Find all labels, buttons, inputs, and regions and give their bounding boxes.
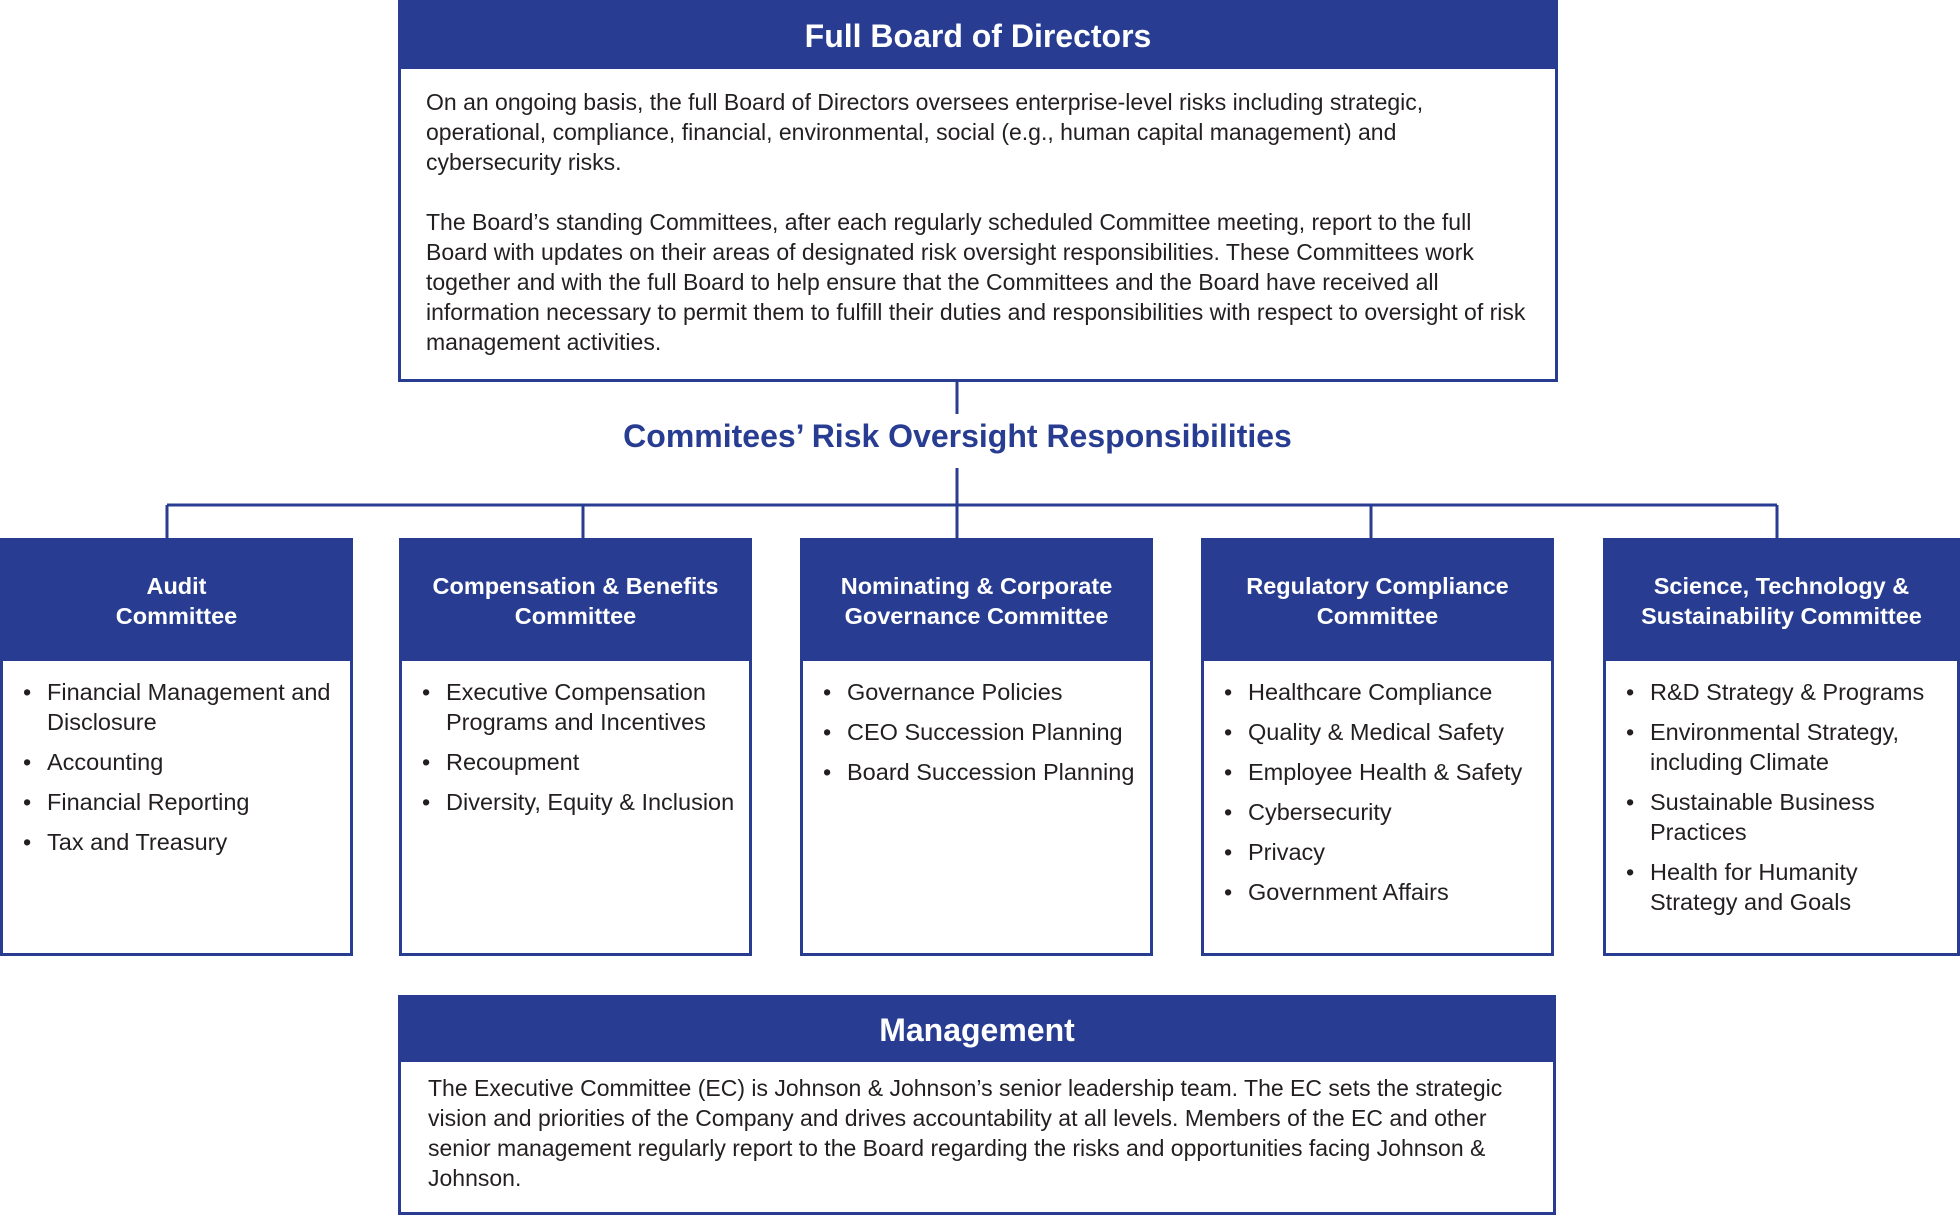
bullet-icon: • bbox=[1224, 679, 1233, 705]
list-item-text: Cybersecurity bbox=[1248, 799, 1392, 825]
list-item-text: Board Succession Planning bbox=[847, 759, 1135, 785]
bullet-icon: • bbox=[823, 719, 832, 745]
list-item-text: Recoupment bbox=[446, 749, 580, 775]
compensation-benefits-committee-box bbox=[399, 538, 752, 956]
board-of-directors-box bbox=[398, 0, 1558, 382]
committee-title-line-2: Committee bbox=[514, 603, 637, 629]
list-item bbox=[1224, 837, 1543, 867]
list-item bbox=[422, 787, 741, 817]
bullet-icon: • bbox=[823, 759, 832, 785]
list-item-text: Government Affairs bbox=[1248, 879, 1449, 905]
board-description bbox=[401, 69, 1555, 357]
list-item bbox=[23, 787, 342, 817]
list-item bbox=[1626, 677, 1949, 707]
science-technology-sustainability-committee-box bbox=[1603, 538, 1960, 956]
board-paragraph-2: The Board’s standing Committees, after each regularly scheduled Committee meeting, report to the full Board with updates on their areas of designated risk oversight responsibilities. These Committees work together and with the full Board to help ensure that the Committees and the Board have received all information necessary to permit them to fulfill their duties and responsibilities with respect to oversight of risk management activities. bbox=[426, 209, 1526, 355]
bullet-icon: • bbox=[1626, 789, 1635, 815]
list-item bbox=[1224, 797, 1543, 827]
regulatory-compliance-committee-box bbox=[1201, 538, 1554, 956]
list-item bbox=[1224, 677, 1543, 707]
list-item-text: Sustainable Business Practices bbox=[1650, 789, 1875, 845]
committee-title bbox=[1606, 541, 1957, 661]
list-item-text: Accounting bbox=[47, 749, 164, 775]
committees-section-title: Commitees’ Risk Oversight Responsibilities bbox=[623, 418, 1292, 454]
list-item bbox=[1626, 787, 1949, 847]
audit-committee-box bbox=[0, 538, 353, 956]
committee-title-line-1: Regulatory Compliance bbox=[1246, 573, 1509, 599]
nominating-governance-committee-box bbox=[800, 538, 1153, 956]
committee-title bbox=[803, 541, 1150, 661]
list-item-text: Financial Management and Disclosure bbox=[47, 679, 331, 735]
bullet-icon: • bbox=[23, 749, 32, 775]
committee-title-line-1: Science, Technology & bbox=[1653, 573, 1910, 599]
committee-responsibility-list bbox=[803, 661, 1150, 787]
list-item bbox=[1626, 717, 1949, 777]
bullet-icon: • bbox=[23, 679, 32, 705]
board-paragraph-1: On an ongoing basis, the full Board of Directors oversees enterprise-level risks including strategic, operational, compliance, financial, environmental, social (e.g., human capital management) and cybersecurity risks. bbox=[426, 89, 1424, 175]
list-item bbox=[422, 677, 741, 737]
management-box bbox=[398, 995, 1556, 1215]
board-title: Full Board of Directors bbox=[401, 3, 1555, 69]
list-item-text: Tax and Treasury bbox=[47, 829, 228, 855]
bullet-icon: • bbox=[1626, 679, 1635, 705]
list-item-text: Quality & Medical Safety bbox=[1248, 719, 1504, 745]
committee-responsibility-list bbox=[1204, 661, 1551, 907]
list-item bbox=[823, 677, 1142, 707]
list-item bbox=[1626, 857, 1949, 917]
bullet-icon: • bbox=[1224, 839, 1233, 865]
list-item bbox=[23, 827, 342, 857]
bullet-icon: • bbox=[1224, 879, 1233, 905]
committee-title-line-1: Audit bbox=[146, 573, 207, 599]
bullet-icon: • bbox=[23, 829, 32, 855]
committee-responsibility-list bbox=[3, 661, 350, 857]
list-item-text: Employee Health & Safety bbox=[1248, 759, 1523, 785]
list-item-text: Health for Humanity Strategy and Goals bbox=[1650, 859, 1858, 915]
committee-responsibility-list bbox=[402, 661, 749, 817]
list-item bbox=[823, 717, 1142, 747]
bullet-icon: • bbox=[1224, 719, 1233, 745]
list-item bbox=[422, 747, 741, 777]
list-item-text: Diversity, Equity & Inclusion bbox=[446, 789, 735, 815]
bullet-icon: • bbox=[1626, 719, 1635, 745]
committee-title-line-1: Compensation & Benefits bbox=[432, 573, 719, 599]
list-item-text: CEO Succession Planning bbox=[847, 719, 1123, 745]
bullet-icon: • bbox=[1224, 759, 1233, 785]
list-item-text: Executive Compensation Programs and Incentives bbox=[446, 679, 706, 735]
list-item-text: Healthcare Compliance bbox=[1248, 679, 1493, 705]
committee-title bbox=[1204, 541, 1551, 661]
list-item bbox=[823, 757, 1142, 787]
committee-title bbox=[3, 541, 350, 661]
list-item-text: Privacy bbox=[1248, 839, 1326, 865]
committee-title-line-2: Committee bbox=[1316, 603, 1439, 629]
committee-title-line-1: Nominating & Corporate bbox=[840, 573, 1113, 599]
list-item bbox=[23, 747, 342, 777]
management-title: Management bbox=[401, 998, 1553, 1062]
committee-title-line-2: Governance Committee bbox=[844, 603, 1109, 629]
list-item bbox=[1224, 717, 1543, 747]
list-item-text: R&D Strategy & Programs bbox=[1650, 679, 1925, 705]
bullet-icon: • bbox=[823, 679, 832, 705]
list-item-text: Environmental Strategy, including Climate bbox=[1650, 719, 1900, 775]
bullet-icon: • bbox=[1224, 799, 1233, 825]
committee-title-line-2: Sustainability Committee bbox=[1641, 603, 1922, 629]
list-item bbox=[1224, 757, 1543, 787]
list-item-text: Governance Policies bbox=[847, 679, 1063, 705]
bullet-icon: • bbox=[422, 789, 431, 815]
bullet-icon: • bbox=[23, 789, 32, 815]
bullet-icon: • bbox=[1626, 859, 1635, 885]
bullet-icon: • bbox=[422, 679, 431, 705]
list-item bbox=[1224, 877, 1543, 907]
bullet-icon: • bbox=[422, 749, 431, 775]
list-item-text: Financial Reporting bbox=[47, 789, 250, 815]
list-item bbox=[23, 677, 342, 737]
committee-title-line-2: Committee bbox=[115, 603, 238, 629]
committee-title bbox=[402, 541, 749, 661]
management-description: The Executive Committee (EC) is Johnson & Johnson’s senior leadership team. The EC sets the strategic vision and priorities of the Company and drives accountability at all levels. Members of the EC and other senior management regularly report to the Board regarding the risks and opportunities facing Johnson & Johnson. bbox=[428, 1075, 1503, 1191]
committee-responsibility-list bbox=[1606, 661, 1957, 917]
